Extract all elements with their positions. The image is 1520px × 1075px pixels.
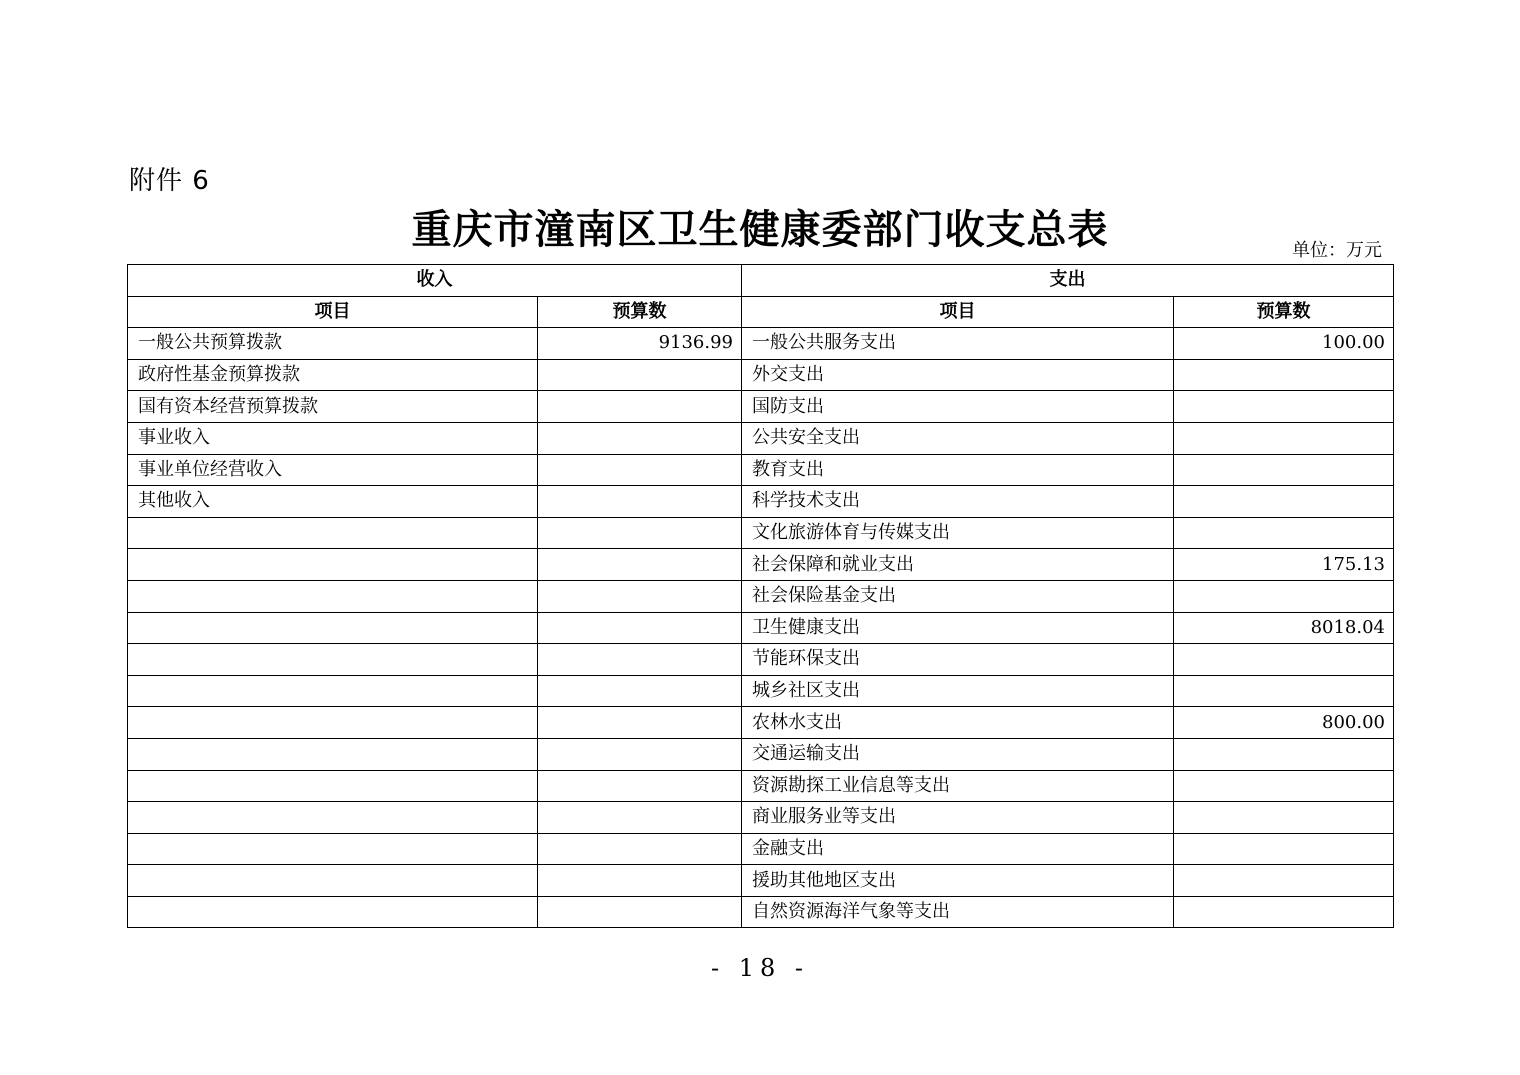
expense-item-cell: 一般公共服务支出 bbox=[742, 328, 1174, 360]
income-budget-cell bbox=[538, 422, 742, 454]
income-budget-cell: 9136.99 bbox=[538, 328, 742, 360]
income-item-cell bbox=[128, 675, 538, 707]
table-row bbox=[128, 738, 1394, 770]
expense-budget-cell bbox=[1174, 802, 1394, 834]
income-item-cell bbox=[128, 549, 538, 581]
table-row bbox=[128, 833, 1394, 865]
expense-item-cell: 援助其他地区支出 bbox=[742, 865, 1174, 897]
income-budget-cell bbox=[538, 644, 742, 676]
income-budget-cell bbox=[538, 580, 742, 612]
table-row bbox=[128, 328, 1394, 360]
page-number: - 18 - bbox=[710, 954, 809, 982]
expense-budget-cell bbox=[1174, 833, 1394, 865]
expense-item-cell: 商业服务业等支出 bbox=[742, 802, 1174, 834]
expense-item-cell: 科学技术支出 bbox=[742, 486, 1174, 518]
expense-item-cell: 城乡社区支出 bbox=[742, 675, 1174, 707]
expense-item-cell: 教育支出 bbox=[742, 454, 1174, 486]
table-row bbox=[128, 517, 1394, 549]
income-budget-cell bbox=[538, 770, 742, 802]
table-row bbox=[128, 644, 1394, 676]
table-row bbox=[128, 707, 1394, 739]
expense-item-cell: 交通运输支出 bbox=[742, 738, 1174, 770]
income-budget-cell bbox=[538, 486, 742, 518]
income-item-cell: 一般公共预算拨款 bbox=[128, 328, 538, 360]
income-budget-cell bbox=[538, 612, 742, 644]
income-item-cell bbox=[128, 833, 538, 865]
expense-item-cell: 外交支出 bbox=[742, 359, 1174, 391]
expense-item-cell: 国防支出 bbox=[742, 391, 1174, 423]
expense-item-cell: 农林水支出 bbox=[742, 707, 1174, 739]
income-budget-cell bbox=[538, 517, 742, 549]
expense-item-cell: 社会保障和就业支出 bbox=[742, 549, 1174, 581]
income-budget-cell bbox=[538, 454, 742, 486]
table-row bbox=[128, 549, 1394, 581]
income-item-cell: 事业收入 bbox=[128, 422, 538, 454]
expense-budget-cell bbox=[1174, 359, 1394, 391]
table-row bbox=[128, 612, 1394, 644]
income-budget-cell bbox=[538, 833, 742, 865]
table-row bbox=[128, 865, 1394, 897]
income-item-cell: 政府性基金预算拨款 bbox=[128, 359, 538, 391]
expense-item-cell: 公共安全支出 bbox=[742, 422, 1174, 454]
income-item-cell bbox=[128, 580, 538, 612]
income-item-cell bbox=[128, 865, 538, 897]
expense-budget-cell bbox=[1174, 738, 1394, 770]
income-item-header: 项目 bbox=[128, 296, 538, 328]
attachment-label: 附件 6 bbox=[129, 166, 210, 196]
expense-budget-cell: 800.00 bbox=[1174, 707, 1394, 739]
table-row bbox=[128, 359, 1394, 391]
income-budget-cell bbox=[538, 391, 742, 423]
expense-budget-cell bbox=[1174, 770, 1394, 802]
income-budget-cell bbox=[538, 549, 742, 581]
income-item-cell bbox=[128, 644, 538, 676]
income-item-cell bbox=[128, 707, 538, 739]
expense-item-cell: 节能环保支出 bbox=[742, 644, 1174, 676]
expense-budget-cell bbox=[1174, 865, 1394, 897]
page-title: 重庆市潼南区卫生健康委部门收支总表 bbox=[411, 206, 1109, 253]
table-row bbox=[128, 422, 1394, 454]
income-item-cell: 其他收入 bbox=[128, 486, 538, 518]
expense-budget-cell bbox=[1174, 391, 1394, 423]
expense-budget-cell bbox=[1174, 422, 1394, 454]
table-row bbox=[128, 580, 1394, 612]
table-row bbox=[128, 770, 1394, 802]
income-budget-cell bbox=[538, 738, 742, 770]
expense-item-cell: 文化旅游体育与传媒支出 bbox=[742, 517, 1174, 549]
expense-budget-cell bbox=[1174, 644, 1394, 676]
expense-item-cell: 资源勘探工业信息等支出 bbox=[742, 770, 1174, 802]
income-header: 收入 bbox=[128, 265, 742, 297]
expense-item-cell: 自然资源海洋气象等支出 bbox=[742, 896, 1174, 928]
income-budget-header: 预算数 bbox=[538, 296, 742, 328]
income-item-cell bbox=[128, 738, 538, 770]
budget-table bbox=[127, 264, 1394, 928]
table-row bbox=[128, 675, 1394, 707]
income-item-cell bbox=[128, 896, 538, 928]
expense-item-header: 项目 bbox=[742, 296, 1174, 328]
expense-budget-cell bbox=[1174, 580, 1394, 612]
expense-budget-cell bbox=[1174, 675, 1394, 707]
expense-budget-cell bbox=[1174, 486, 1394, 518]
expense-budget-cell: 175.13 bbox=[1174, 549, 1394, 581]
table-row bbox=[128, 391, 1394, 423]
expense-header: 支出 bbox=[742, 265, 1394, 297]
table-group-header-row bbox=[128, 265, 1394, 297]
expense-budget-cell bbox=[1174, 896, 1394, 928]
expense-budget-cell bbox=[1174, 517, 1394, 549]
table-row bbox=[128, 454, 1394, 486]
income-item-cell bbox=[128, 517, 538, 549]
expense-item-cell: 社会保险基金支出 bbox=[742, 580, 1174, 612]
expense-budget-cell: 100.00 bbox=[1174, 328, 1394, 360]
expense-budget-header: 预算数 bbox=[1174, 296, 1394, 328]
unit-label: 单位：万元 bbox=[1292, 240, 1382, 261]
income-item-cell: 事业单位经营收入 bbox=[128, 454, 538, 486]
table-column-header-row bbox=[128, 296, 1394, 328]
expense-budget-cell bbox=[1174, 454, 1394, 486]
table-row bbox=[128, 486, 1394, 518]
income-item-cell bbox=[128, 770, 538, 802]
income-budget-cell bbox=[538, 707, 742, 739]
income-budget-cell bbox=[538, 896, 742, 928]
income-item-cell bbox=[128, 802, 538, 834]
expense-item-cell: 卫生健康支出 bbox=[742, 612, 1174, 644]
table-row bbox=[128, 896, 1394, 928]
expense-item-cell: 金融支出 bbox=[742, 833, 1174, 865]
income-budget-cell bbox=[538, 802, 742, 834]
income-budget-cell bbox=[538, 359, 742, 391]
table-row bbox=[128, 802, 1394, 834]
income-item-cell: 国有资本经营预算拨款 bbox=[128, 391, 538, 423]
income-budget-cell bbox=[538, 865, 742, 897]
expense-budget-cell: 8018.04 bbox=[1174, 612, 1394, 644]
income-budget-cell bbox=[538, 675, 742, 707]
income-item-cell bbox=[128, 612, 538, 644]
